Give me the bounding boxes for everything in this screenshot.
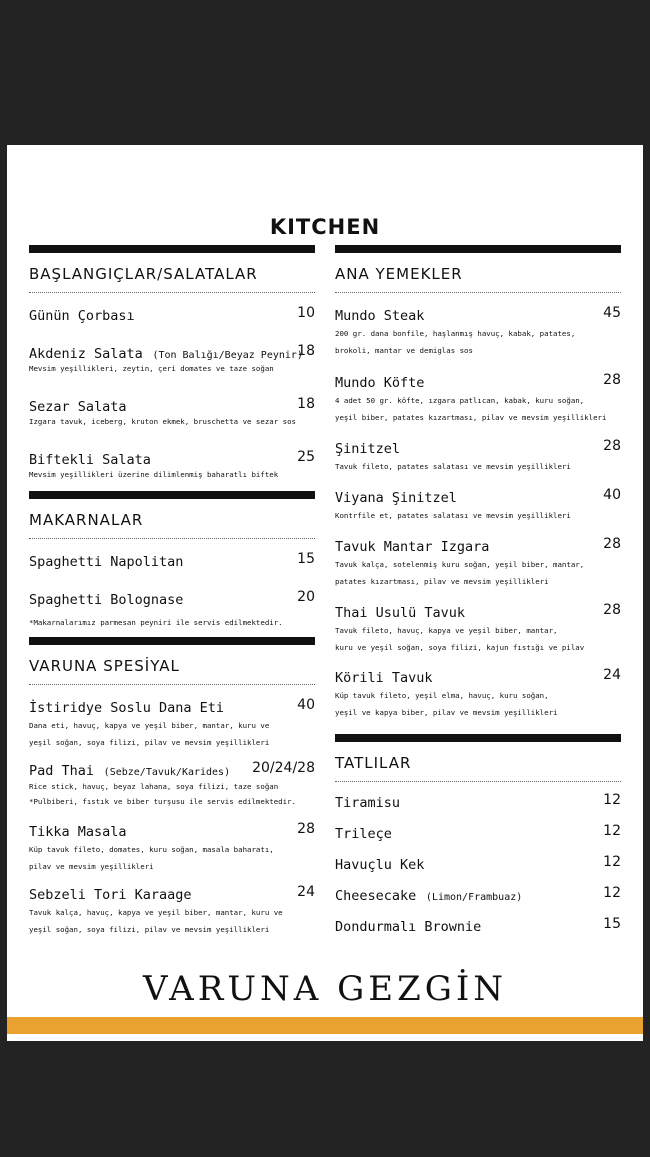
section-title-makarna: MAKARNALAR xyxy=(29,511,144,529)
menu-item xyxy=(335,792,621,811)
item-price: 12 xyxy=(603,823,621,839)
dotted-divider xyxy=(335,781,621,782)
dotted-divider xyxy=(29,292,315,293)
menu-item xyxy=(335,305,621,359)
item-name: Tiramisu xyxy=(335,795,401,811)
item-price: 15 xyxy=(297,551,315,567)
item-description: 4 adet 50 gr. köfte, ızgara patlıcan, kabak, kuru soğan, xyxy=(335,396,585,405)
item-description: Rice stick, havuç, beyaz lahana, soya filizi, taze soğan xyxy=(29,782,279,791)
item-name: Sebzeli Tori Karaage xyxy=(29,887,192,903)
menu-item xyxy=(29,821,315,875)
item-description: Tavuk kalça, sotelenmiş kuru soğan, yeşil biber, mantar, xyxy=(335,560,585,569)
menu-item xyxy=(335,372,621,426)
left-column xyxy=(29,245,315,938)
page-title: KITCHEN xyxy=(269,215,381,239)
menu-item xyxy=(29,449,315,481)
menu-item xyxy=(29,697,315,751)
item-description: brokoli, mantar ve demiglas sos xyxy=(335,346,473,355)
item-price: 25 xyxy=(297,449,315,465)
menu-item xyxy=(29,551,315,570)
section-title-ana: ANA YEMEKLER xyxy=(335,265,463,283)
item-description: Mevsim yeşillikleri üzerine dilimlenmiş baharatlı biftek xyxy=(29,470,279,479)
item-description: Dana eti, havuç, kapya ve yeşil biber, mantar, kuru ve xyxy=(29,721,270,730)
item-name: Thai Usulü Tavuk xyxy=(335,605,466,621)
item-name: Körili Tavuk xyxy=(335,670,433,686)
accent-stripe xyxy=(7,1017,643,1034)
item-price: 12 xyxy=(603,854,621,870)
item-name: Mundo Steak xyxy=(335,308,425,324)
menu-item xyxy=(335,854,621,873)
item-note: (Limon/Frambuaz) xyxy=(425,892,523,903)
item-description: yeşil soğan, soya filizi, pilav ve mevsim yeşillikleri xyxy=(29,925,270,934)
menu-item xyxy=(29,760,315,810)
item-price: 10 xyxy=(297,305,315,321)
item-description: *Pulbiberi, fıstık ve biber turşusu ile servis edilmektedir. xyxy=(29,797,296,806)
item-price: 24 xyxy=(297,884,315,900)
item-name: Trileçe xyxy=(335,826,392,842)
item-name: Akdeniz Salata xyxy=(29,346,143,362)
item-name: İstiridye Soslu Dana Eti xyxy=(29,700,225,716)
dotted-divider xyxy=(29,684,315,685)
item-price: 40 xyxy=(297,697,315,713)
menu-item xyxy=(335,823,621,842)
dotted-divider xyxy=(29,538,315,539)
pasta-footnote: *Makarnalarımız parmesan peyniri ile servis edilmektedir. xyxy=(29,618,283,627)
item-price: 28 xyxy=(603,372,621,388)
item-name: Tavuk Mantar Izgara xyxy=(335,539,490,555)
item-description: Tavuk kalça, havuç, kapya ve yeşil biber, mantar, kuru ve xyxy=(29,908,283,917)
item-description: Tavuk fileto, havuç, kapya ve yeşil biber, mantar, xyxy=(335,626,558,635)
item-price: 12 xyxy=(603,885,621,901)
menu-item xyxy=(335,885,621,904)
item-name: Şinitzel xyxy=(335,441,401,457)
item-description: yeşil ve kapya biber, pilav ve mevsim yeşillikleri xyxy=(335,708,558,717)
section-divider-bar xyxy=(335,734,621,742)
item-name: Spaghetti Napolitan xyxy=(29,554,184,570)
menu-item xyxy=(29,305,315,324)
item-description: yeşil soğan, soya filizi, pilav ve mevsim yeşillikleri xyxy=(29,738,270,747)
item-price: 45 xyxy=(603,305,621,321)
item-description: yeşil biber, patates kızartması, pilav ve mevsim yeşillikleri xyxy=(335,413,607,422)
item-price: 40 xyxy=(603,487,621,503)
section-divider-bar xyxy=(29,245,315,253)
item-description: Tavuk fileto, patates salatası ve mevsim yeşillikleri xyxy=(335,462,571,471)
item-description: Izgara tavuk, iceberg, kruton ekmek, bruschetta ve sezar sos xyxy=(29,417,296,426)
section-title-tatli: TATLILAR xyxy=(335,754,412,772)
menu-item xyxy=(335,536,621,590)
menu-item xyxy=(29,589,315,608)
item-price: 12 xyxy=(603,792,621,808)
item-description: patates kızartması, pilav ve mevsim yeşillikleri xyxy=(335,577,549,586)
menu-item xyxy=(29,396,315,428)
item-name: Viyana Şinitzel xyxy=(335,490,457,506)
item-description: kuru ve yeşil soğan, soya filizi, kajun fıstığı ve pilav xyxy=(335,643,585,652)
section-divider-bar xyxy=(29,491,315,499)
item-price: 28 xyxy=(603,602,621,618)
menu-page xyxy=(7,145,643,1041)
item-name: Tikka Masala xyxy=(29,824,127,840)
right-column xyxy=(335,245,621,935)
item-description: Küp tavuk fileto, domates, kuru soğan, masala baharatı, xyxy=(29,845,274,854)
item-name: Mundo Köfte xyxy=(335,375,425,391)
item-price: 15 xyxy=(603,916,621,932)
item-name: Cheesecake xyxy=(335,888,417,904)
item-price: 20 xyxy=(297,589,315,605)
item-description: 200 gr. dana bonfile, haşlanmış havuç, kabak, patates, xyxy=(335,329,576,338)
item-price: 20/24/28 xyxy=(252,760,315,776)
item-name: Pad Thai xyxy=(29,763,95,779)
dotted-divider xyxy=(335,292,621,293)
item-name: Biftekli Salata xyxy=(29,452,151,468)
item-description: pilav ve mevsim yeşillikleri xyxy=(29,862,154,871)
item-price: 28 xyxy=(603,536,621,552)
item-price: 18 xyxy=(297,343,315,359)
item-description: Kontrfile et, patates salatası ve mevsim yeşillikleri xyxy=(335,511,571,520)
item-price: 18 xyxy=(297,396,315,412)
item-description: Küp tavuk fileto, yeşil elma, havuç, kuru soğan, xyxy=(335,691,549,700)
menu-item xyxy=(335,602,621,656)
item-name: Spaghetti Bolognase xyxy=(29,592,184,608)
section-title-baslangic: BAŞLANGIÇLAR/SALATALAR xyxy=(29,265,258,283)
menu-item xyxy=(29,884,315,938)
item-price: 24 xyxy=(603,667,621,683)
menu-item xyxy=(335,487,621,524)
menu-item xyxy=(335,667,621,721)
item-name: Dondurmalı Brownie xyxy=(335,919,482,935)
section-divider-bar xyxy=(335,245,621,253)
section-title-varuna: VARUNA SPESİYAL xyxy=(29,657,180,675)
section-divider-bar xyxy=(29,637,315,645)
item-note: (Sebze/Tavuk/Karides) xyxy=(103,767,231,778)
item-name: Havuçlu Kek xyxy=(335,857,425,873)
item-price: 28 xyxy=(297,821,315,837)
menu-item xyxy=(335,438,621,475)
menu-item xyxy=(29,343,315,375)
item-name: Günün Çorbası xyxy=(29,308,135,324)
item-price: 28 xyxy=(603,438,621,454)
item-description: Mevsim yeşillikleri, zeytin, çeri domates ve taze soğan xyxy=(29,364,274,373)
item-note: (Ton Balığı/Beyaz Peynir) xyxy=(152,350,303,361)
menu-item xyxy=(335,916,621,935)
brand-name: VARUNA GEZGİN xyxy=(142,969,508,1009)
item-name: Sezar Salata xyxy=(29,399,127,415)
